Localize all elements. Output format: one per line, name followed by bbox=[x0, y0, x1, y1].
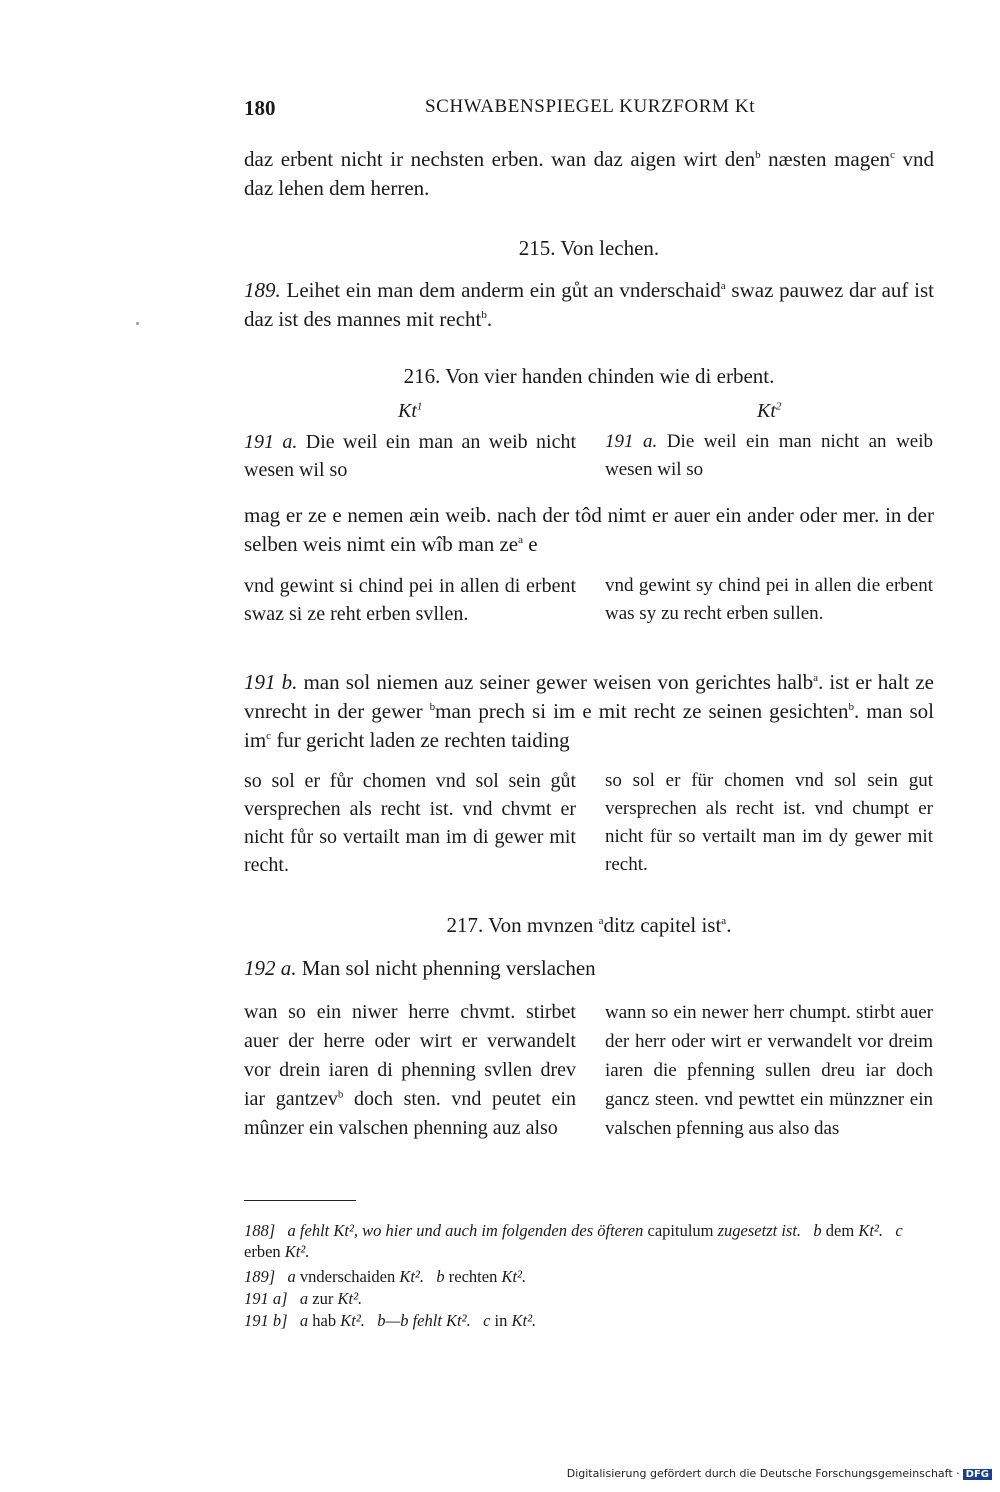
footnote-marker: a bbox=[720, 280, 726, 292]
footnote-text: Kt². bbox=[399, 1267, 425, 1286]
paragraph-text: man sol niemen auz seiner gewer weisen von gerichtes halb bbox=[297, 670, 814, 694]
footnote-divider bbox=[244, 1200, 356, 1201]
paragraph-text: . bbox=[486, 307, 493, 331]
footnote-text: rechten bbox=[448, 1267, 498, 1286]
paragraph-text: man prech si im e mit recht ze seinen gesichten bbox=[435, 699, 849, 723]
footnote-label: a bbox=[299, 1311, 309, 1330]
footnote-text: in bbox=[494, 1311, 508, 1330]
footnote-marker: b bbox=[481, 309, 487, 321]
paragraph-text: Leihet ein man dem anderm ein gůt an vnderschaid bbox=[280, 278, 721, 302]
footnote-marker: b bbox=[848, 701, 854, 713]
running-title: SCHWABENSPIEGEL KURZFORM Kt bbox=[425, 96, 756, 117]
footnote-label: b—b bbox=[377, 1311, 409, 1330]
footnote-marker: b bbox=[337, 1088, 344, 1101]
heading-text: 217. Von mvnzen bbox=[446, 913, 599, 937]
footnote-marker: b bbox=[755, 149, 761, 161]
paragraph-number: 191 a. bbox=[244, 431, 298, 453]
footnote-label: a bbox=[287, 1267, 296, 1286]
footnote-label: a bbox=[299, 1289, 309, 1308]
footnote-marker: c bbox=[266, 730, 272, 742]
heading-text: . bbox=[726, 913, 732, 937]
paragraph-191b-cont-right: so sol er für chomen vnd sol sein gut versprechen als recht ist. vnd chumpt er nicht für so vertailt man im dy gewer mit recht. bbox=[605, 770, 933, 875]
footnote-text: dem bbox=[825, 1221, 855, 1240]
paragraph-text: Die weil ein man nicht an weib wesen wil so bbox=[605, 431, 933, 480]
paragraph-number: 192 a. bbox=[244, 956, 297, 980]
paragraph-191a-shared bbox=[244, 501, 934, 559]
paragraph-text: . man sol im bbox=[244, 699, 935, 752]
footnote-text: hab bbox=[312, 1311, 337, 1330]
footnote-marker: c bbox=[890, 149, 895, 161]
paragraph-191b-cont-left: so sol er fůr chomen vnd sol sein gůt versprechen als recht ist. vnd chvmt er nicht fůr so vertailt man im di gewer mit recht. bbox=[244, 770, 576, 876]
footnote-ref: 191 a] bbox=[244, 1289, 288, 1308]
paragraph-191b bbox=[244, 668, 934, 755]
footnote-ref: 191 b] bbox=[244, 1311, 288, 1330]
intro-paragraph bbox=[244, 145, 934, 203]
footnote-label: c bbox=[483, 1311, 491, 1330]
footnote-text: Kt². bbox=[501, 1267, 527, 1286]
paragraph-text: swaz pauwez dar auf ist daz ist des mannes mit recht bbox=[244, 278, 934, 331]
paragraph-192a-cont-right: wann so ein newer herr chumpt. stirbt auer der herr oder wirt er verwandelt vor dreim iaren die pfenning sullen dreu iar doch gancz steen. vnd pewttet ein münzzner ein valschen pfenning aus also das bbox=[605, 1002, 933, 1139]
paragraph-text: fur gericht laden ze rechten taiding bbox=[271, 728, 570, 752]
heading-text: ditz capitel ist bbox=[603, 913, 722, 937]
paragraph-191a-left bbox=[244, 428, 576, 484]
intro-text: vnd daz lehen dem herren. bbox=[244, 147, 935, 200]
footnote-188 bbox=[244, 1220, 934, 1262]
footnote-text: fehlt Kt². bbox=[412, 1311, 471, 1330]
footnote-text: Kt². bbox=[858, 1221, 884, 1240]
paragraph-text: . ist er halt ze vnrecht in der gewer bbox=[244, 670, 934, 723]
footnote-ref: 188] bbox=[244, 1221, 276, 1240]
footnote-marker: a bbox=[518, 534, 523, 546]
siglum: Kt bbox=[757, 400, 776, 422]
siglum-superscript: 2 bbox=[775, 400, 782, 413]
footnote-text: vnderschaiden bbox=[299, 1267, 396, 1286]
paragraph-number: 189. bbox=[244, 278, 281, 302]
siglum: Kt bbox=[398, 400, 417, 422]
column-head-right bbox=[757, 400, 781, 423]
paragraph-191a-cont-right: vnd gewint sy chind pei in allen die erbent was sy zu recht erben sullen. bbox=[605, 575, 933, 624]
paragraph-191a-cont-left: vnd gewint si chind pei in allen di erbent swaz si ze reht erben svllen. bbox=[244, 575, 576, 625]
footnote-191a bbox=[244, 1288, 934, 1309]
footnote-label: b bbox=[436, 1267, 445, 1286]
paragraph-number: 191 a. bbox=[605, 431, 658, 452]
scan-speck bbox=[136, 322, 139, 325]
section-heading-216: 216. Von vier handen chinden wie di erbent. bbox=[403, 364, 775, 388]
paragraph-text: doch sten. vnd peutet ein mûnzer ein valschen phenning auz also bbox=[244, 1088, 576, 1139]
digitization-credit bbox=[567, 1467, 992, 1480]
paragraph-text: wan so ein niwer herre chvmt. stirbet auer der herre oder wirt er verwandelt vor drein iaren di phenning svllen drev iar gantzev bbox=[244, 1001, 576, 1110]
footnote-marker: a bbox=[721, 915, 727, 927]
footnote-label: c bbox=[895, 1221, 903, 1240]
paragraph-text: Man sol nicht phenning verslachen bbox=[296, 956, 596, 980]
footnote-marker: a bbox=[598, 915, 604, 927]
paragraph-text: Die weil ein man an weib nicht wesen wil so bbox=[244, 431, 577, 481]
footnote-text: Kt². bbox=[284, 1242, 310, 1261]
footnote-text: fehlt Kt², wo hier und auch im folgenden des öfteren bbox=[299, 1221, 644, 1240]
section-heading-215: 215. Von lechen. bbox=[518, 236, 660, 260]
intro-text: daz erbent nicht ir nechsten erben. wan daz aigen wirt den bbox=[244, 147, 756, 171]
footnote-189 bbox=[244, 1266, 934, 1287]
footnote-label: a bbox=[287, 1221, 296, 1240]
section-heading-217 bbox=[244, 911, 934, 940]
page-number: 180 bbox=[244, 96, 276, 120]
footnote-text: Kt². bbox=[337, 1289, 363, 1308]
paragraph-text: e bbox=[523, 532, 538, 556]
footnote-marker: a bbox=[813, 672, 819, 684]
footnote-text: zur bbox=[312, 1289, 334, 1308]
intro-text: næsten magen bbox=[760, 147, 891, 171]
footnote-label: b bbox=[813, 1221, 822, 1240]
footnote-ref: 189] bbox=[244, 1267, 276, 1286]
paragraph-text: mag er ze e nemen æin weib. nach der tôd nimt er auer ein ander oder mer. in der selben weis nimt ein wîb man ze bbox=[244, 503, 934, 556]
footnote-text: capitulum bbox=[647, 1221, 714, 1240]
paragraph-189 bbox=[244, 276, 934, 334]
dfg-logo: DFG bbox=[963, 1469, 992, 1480]
footnote-text: zugesetzt ist. bbox=[717, 1221, 802, 1240]
footnote-marker: b bbox=[429, 701, 436, 713]
paragraph-191a-right bbox=[605, 428, 933, 484]
paragraph-192a-cont-left bbox=[244, 998, 576, 1143]
footnote-text: Kt². bbox=[511, 1311, 537, 1330]
paragraph-192a bbox=[244, 954, 934, 983]
footnote-191b bbox=[244, 1310, 934, 1331]
paragraph-number: 191 b. bbox=[244, 670, 298, 694]
footnote-text: Kt². bbox=[340, 1311, 365, 1330]
column-head-left bbox=[398, 400, 422, 423]
siglum-superscript: 1 bbox=[416, 400, 423, 413]
footnote-text: erben bbox=[244, 1242, 281, 1261]
credit-text: Digitalisierung gefördert durch die Deutsche Forschungsgemeinschaft · bbox=[566, 1467, 960, 1480]
